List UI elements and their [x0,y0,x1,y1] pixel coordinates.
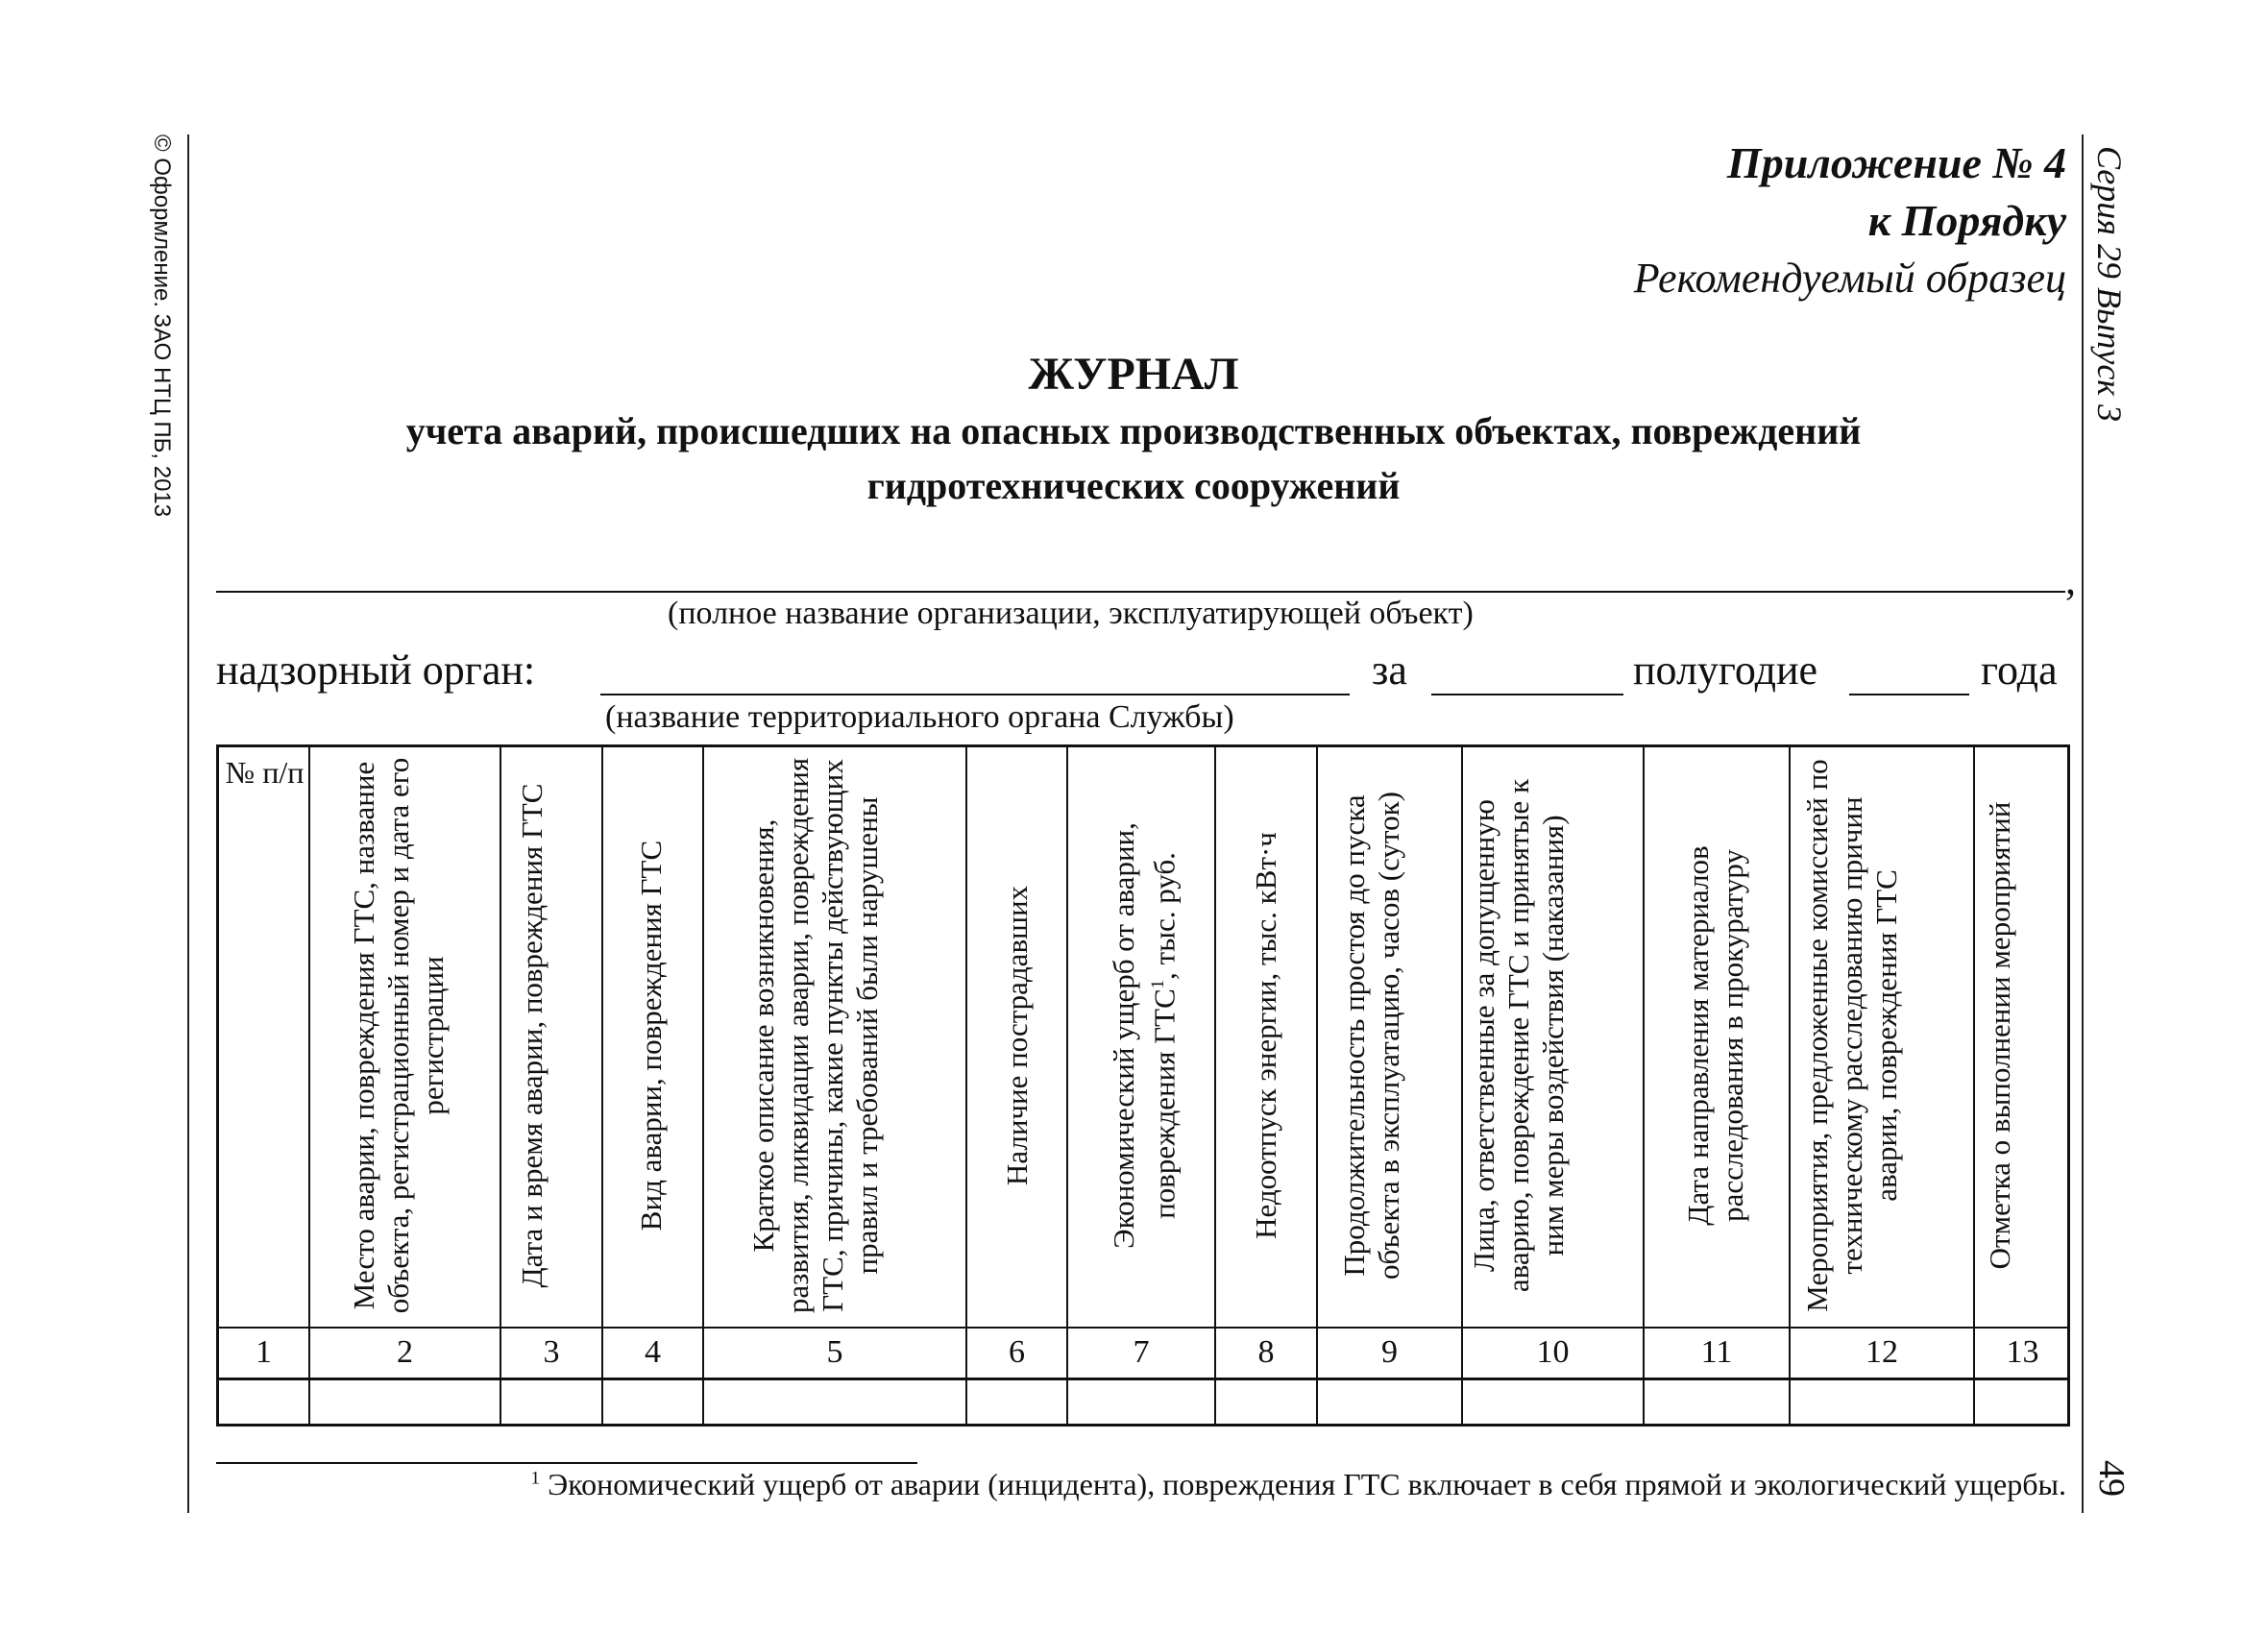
footnote-separator [216,1462,917,1464]
footnote [531,1467,2066,1502]
column-number-8: 8 [1257,1334,1275,1370]
header-prosecutor-date-text: Дата направления материалов расследования в прокуратуру [1681,845,1749,1226]
year-label: года [1981,646,2058,694]
year-line [1849,694,1969,695]
header-prosecutor-date [1645,747,1789,1324]
period-for-label: за [1372,646,1407,694]
column-number-2: 2 [397,1334,413,1370]
header-energy-shortfall [1216,747,1316,1324]
column-number-11: 11 [1700,1334,1733,1370]
organization-line-comma: , [2065,556,2076,603]
footnote-text: Экономический ущерб от аварии (инцидента), повреждения ГТС включает в себя прямой и экологический ущербы. [540,1467,2066,1501]
column-number-1: 1 [256,1334,272,1370]
appendix-sample-note: Рекомендуемый образец [1633,255,2066,302]
appendix-number: Приложение № 4 [1726,138,2066,187]
right-margin-rule [2082,134,2084,1513]
header-location [310,747,500,1324]
copyright-vertical [149,134,192,576]
header-commission-measures [1791,747,1973,1324]
header-responsible-persons [1463,747,1643,1324]
half-year-line [1431,694,1623,695]
header-description-text: Краткое описание возникновения, развития, ликвидации аварии, повреждения ГТС, причины, какие пункты действующих правил и требований были нарушены [746,757,884,1314]
header-datetime [501,747,601,1324]
header-row-number [219,747,308,1324]
header-downtime [1318,747,1461,1324]
header-row-number-text: № п/п [225,755,305,790]
document-subtitle-line-1: учета аварий, происшедших на опасных производственных объектах, повреждений [405,409,1862,452]
column-number-5: 5 [826,1334,843,1370]
page-number-text: 49 [2091,1460,2132,1497]
copyright-text: © Оформление. ЗАО НТЦ ПБ, 2013 [149,134,175,518]
header-execution-mark [1975,747,2070,1324]
column-number-7: 7 [1133,1334,1150,1370]
column-number-9: 9 [1381,1334,1398,1370]
half-year-label: полугодие [1633,646,1818,694]
appendix-reference: к Порядку [1867,196,2066,245]
header-description [704,747,965,1324]
footnote-mark: 1 [530,1468,541,1489]
header-victims [967,747,1066,1324]
left-margin-rule [187,134,189,1513]
accident-log-table [216,744,2070,1427]
header-economic-damage-text: Экономический ущерб от аварии, повреждения ГТС$^1$, тыс. руб. [1107,822,1182,1249]
header-downtime-text: Продолжительность простоя до пуска объекта в эксплуатацию, часов (суток) [1337,792,1405,1280]
header-victims-text: Наличие пострадавших [1000,885,1034,1186]
header-commission-measures-text: Мероприятия, предложенные комиссией по техническому расследованию причин аварии, повреждения ГТС [1800,759,1903,1312]
column-number-13: 13 [2006,1334,2039,1370]
header-execution-mark-text: Отметка о выполнении мероприятий [1983,801,2016,1270]
header-energy-shortfall-text: Недоотпуск энергии, тыс. кВт·ч [1249,832,1282,1239]
header-datetime-text: Дата и время аварии, повреждения ГТС [515,783,549,1288]
header-economic-damage [1068,747,1214,1324]
appendix-header [1634,134,2066,307]
header-accident-type-text: Вид аварии, повреждения ГТС [634,840,668,1232]
column-number-4: 4 [645,1334,661,1370]
column-number-10: 10 [1536,1334,1570,1370]
supervisor-caption: (название территориального органа Службы) [605,699,1234,735]
series-text: Серия 29 Выпуск 3 [2090,146,2129,423]
supervisor-label: надзорный орган: [216,646,536,694]
column-number-6: 6 [1009,1334,1025,1370]
column-number-12: 12 [1866,1334,1898,1370]
organization-name-line [216,591,2065,593]
column-number-3: 3 [543,1334,560,1370]
supervisor-name-line [600,694,1350,695]
organization-caption: (полное название организации, эксплуатирующей объект) [668,596,1474,631]
header-responsible-persons-text: Лица, ответственные за допущенную аварию, повреждение ГТС и принятые к ним меры воздействия (наказания) [1467,778,1570,1293]
document-title: ЖУРНАЛ [1028,349,1239,400]
header-accident-type [603,747,702,1324]
header-location-text: Место аварии, повреждения ГТС, название объекта, регистрационный номер и дата его регистрации [347,757,450,1314]
document-subtitle-line-2: гидротехнических сооружений [866,464,1401,507]
